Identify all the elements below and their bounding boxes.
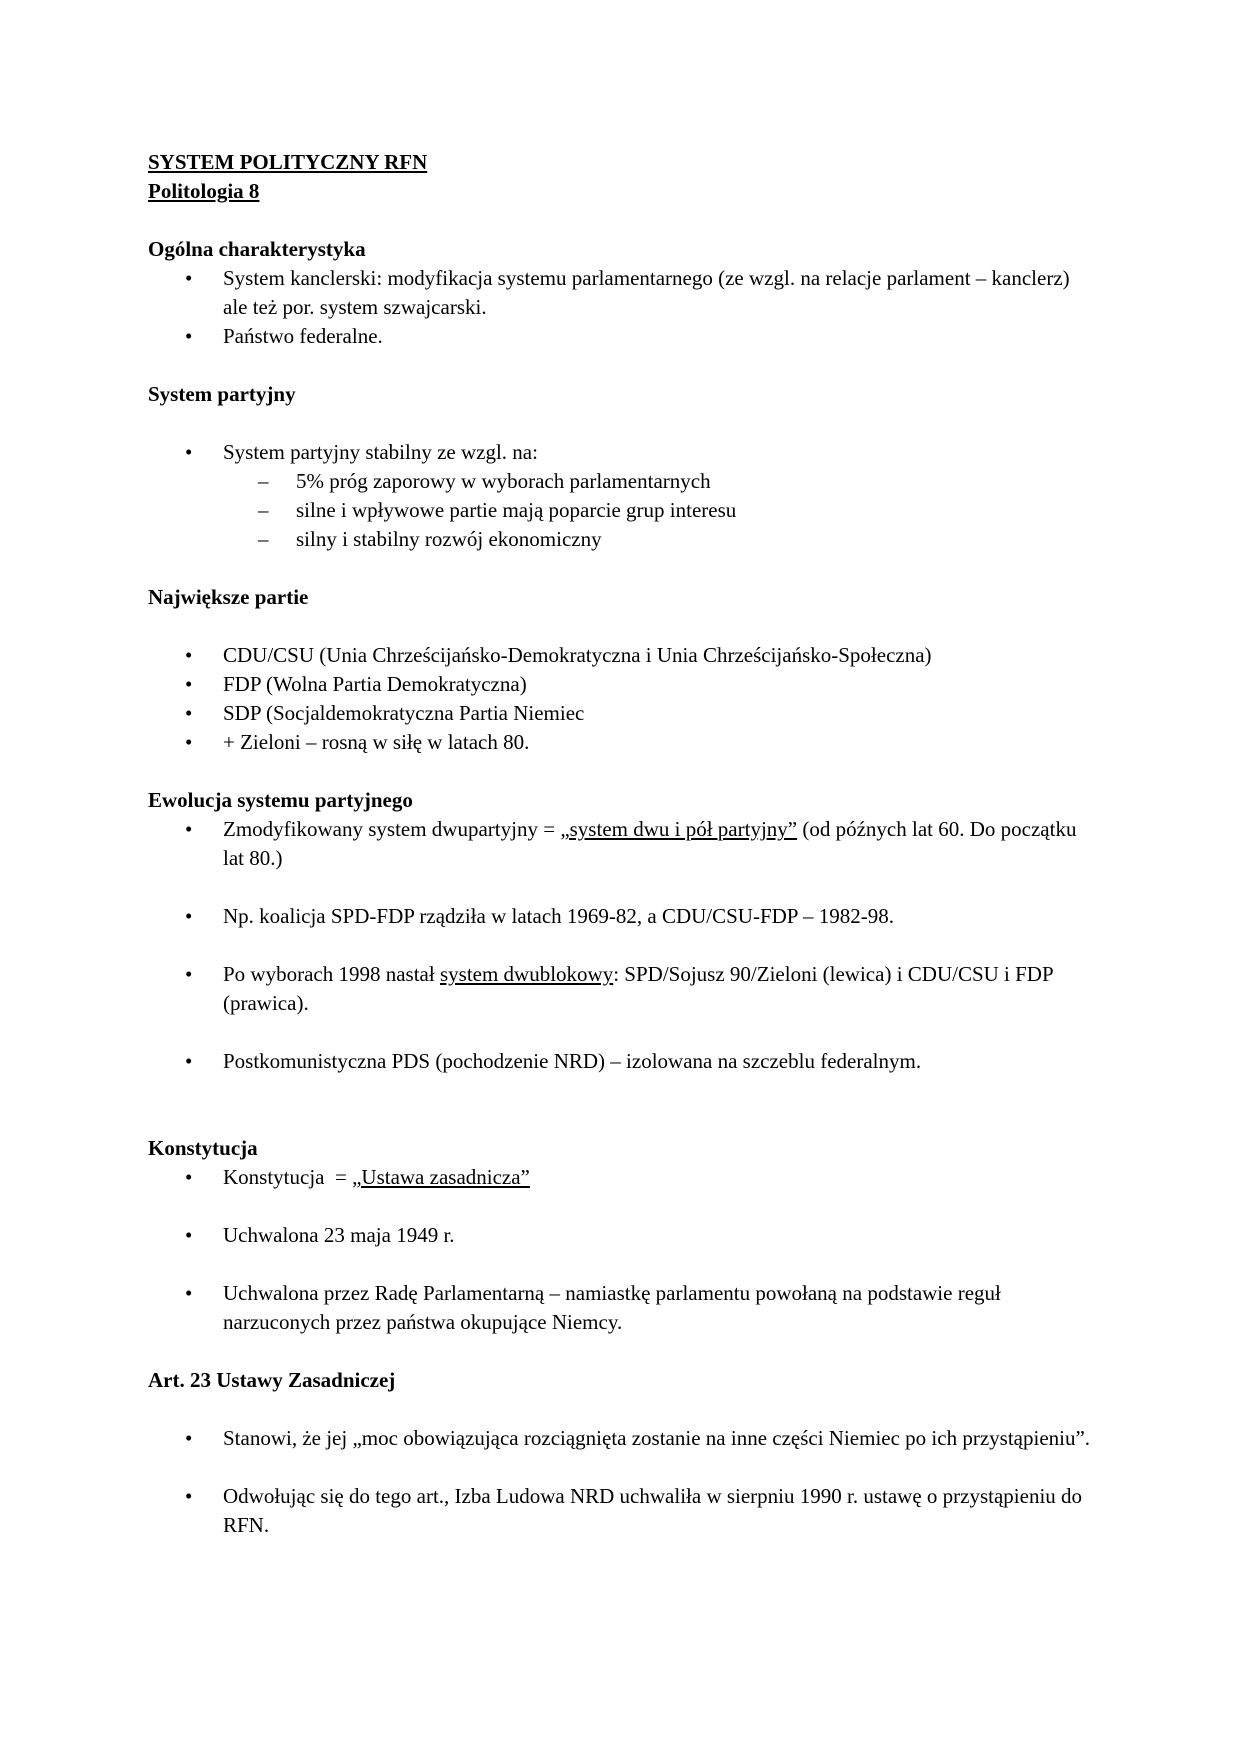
bullet-icon: •	[185, 701, 193, 725]
sublist-item: – silne i wpływowe partie mają poparcie grup interesu	[148, 496, 1098, 525]
list-item: • Stanowi, że jej „moc obowiązująca rozciągnięta zostanie na inne części Niemiec po ich przystąpieniu”.	[148, 1424, 1098, 1453]
bullet-icon: •	[185, 1165, 193, 1189]
section-list-system-partyjny	[148, 438, 1098, 467]
bullet-icon: •	[185, 1281, 193, 1305]
list-item: • Odwołując się do tego art., Izba Ludowa NRD uchwaliła w sierpniu 1990 r. ustawę o przystąpieniu do RFN.	[185, 1484, 1083, 1537]
list-item: • System kanclerski: modyfikacja systemu parlamentarnego (ze wzgl. na relacje parlament – kanclerz) ale też por. system szwajcarski.	[185, 266, 1070, 319]
bullet-icon: •	[185, 266, 193, 290]
bullet-icon: •	[185, 1426, 193, 1450]
dash-icon: –	[258, 469, 269, 493]
bullet-icon: •	[185, 817, 193, 841]
underlined-term: system dwublokowy	[439, 962, 614, 986]
list-item: • Np. koalicja SPD-FDP rządziła w latach 1969-82, a CDU/CSU-FDP – 1982-98.	[148, 902, 1098, 931]
list-item: • Uchwalona 23 maja 1949 r.	[148, 1221, 1098, 1250]
bullet-icon: •	[185, 962, 193, 986]
section-heading-system-partyjny: System partyjny	[148, 382, 296, 406]
list-item: • Postkomunistyczna PDS (pochodzenie NRD) – izolowana na szczeblu federalnym.	[148, 1047, 1098, 1076]
document-page	[148, 148, 1098, 1540]
section-heading-ogolna: Ogólna charakterystyka	[148, 237, 366, 261]
bullet-icon: •	[185, 440, 193, 464]
bullet-icon: •	[185, 1049, 193, 1073]
section-list-art-23	[148, 1424, 1098, 1540]
sublist-item: – silny i stabilny rozwój ekonomiczny	[148, 525, 1098, 554]
document-title: SYSTEM POLITYCZNY RFN	[148, 150, 428, 174]
list-item: • System partyjny stabilny ze wzgl. na:	[148, 438, 1098, 467]
sublist-system-partyjny	[148, 467, 1098, 554]
list-item: • CDU/CSU (Unia Chrześcijańsko-Demokratyczna i Unia Chrześcijańsko-Społeczna)	[148, 641, 1098, 670]
bullet-icon: •	[185, 324, 193, 348]
section-list-najwieksze-partie	[148, 641, 1098, 757]
section-list-ewolucja	[148, 815, 1098, 1076]
list-item: • Państwo federalne.	[148, 322, 1098, 351]
underlined-term: „system dwu i pół partyjny”	[560, 817, 798, 841]
document-subtitle: Politologia 8	[148, 179, 260, 203]
bullet-icon: •	[185, 643, 193, 667]
underlined-term: „Ustawa zasadnicza”	[352, 1165, 530, 1189]
section-heading-konstytucja: Konstytucja	[148, 1136, 258, 1160]
bullet-icon: •	[185, 730, 193, 754]
list-item: • Uchwalona przez Radę Parlamentarną – namiastkę parlamentu powołaną na podstawie reguł narzuconych przez państwa okupujące Niemcy.	[185, 1281, 1001, 1334]
bullet-icon: •	[185, 1223, 193, 1247]
list-item: • FDP (Wolna Partia Demokratyczna)	[148, 670, 1098, 699]
dash-icon: –	[258, 498, 269, 522]
list-item: • + Zieloni – rosną w siłę w latach 80.	[148, 728, 1098, 757]
bullet-icon: •	[185, 672, 193, 696]
bullet-icon: •	[185, 904, 193, 928]
sublist-item: – 5% próg zaporowy w wyborach parlamentarnych	[148, 467, 1098, 496]
section-heading-ewolucja: Ewolucja systemu partyjnego	[148, 788, 413, 812]
list-item: • Zmodyfikowany system dwupartyjny = „system dwu i pół partyjny” (od późnych lat 60. Do początku lat 80.)	[185, 817, 1077, 870]
section-heading-najwieksze-partie: Największe partie	[148, 585, 309, 609]
section-list-ogolna	[148, 264, 1098, 351]
list-item: • Po wyborach 1998 nastał system dwublokowy: SPD/Sojusz 90/Zieloni (lewica) i CDU/CSU i FDP (prawica).	[185, 962, 1053, 1015]
list-item: • Konstytucja = „Ustawa zasadnicza”	[148, 1163, 1098, 1192]
list-item: • SDP (Socjaldemokratyczna Partia Niemiec	[148, 699, 1098, 728]
section-heading-art-23: Art. 23 Ustawy Zasadniczej	[148, 1368, 396, 1392]
dash-icon: –	[258, 527, 269, 551]
section-list-konstytucja	[148, 1163, 1098, 1337]
bullet-icon: •	[185, 1484, 193, 1508]
